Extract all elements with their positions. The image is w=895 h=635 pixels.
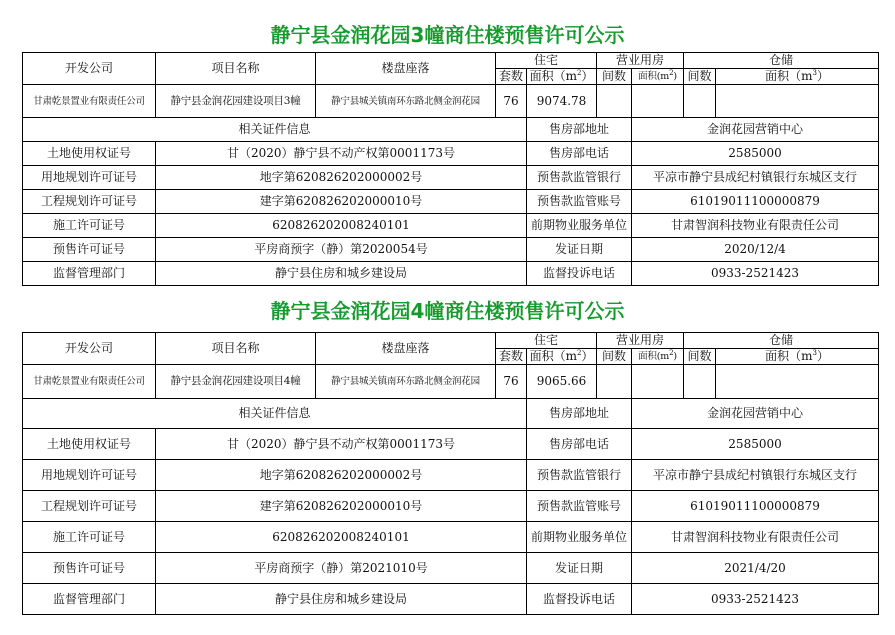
engineering-plan-value: 建字第620826202000010号 — [156, 190, 527, 214]
sales-office-value: 金润花园营销中心 — [632, 399, 879, 429]
header-area-m3: 面积$(m^3)$ — [716, 69, 879, 85]
developer-value: 甘肃乾景置业有限责任公司 — [23, 365, 156, 399]
sales-phone-value: 2585000 — [632, 142, 879, 166]
header-unit-count: 间数 — [684, 69, 716, 85]
issue-date-value: 2020/12/4 — [632, 238, 879, 262]
header-residential: 住宅 — [496, 53, 597, 69]
permit-table — [22, 52, 879, 286]
header-residential: 住宅 — [496, 333, 597, 349]
header-area-m3: 面积$(m^3)$ — [716, 349, 879, 365]
section-title: 静宁县金润花园3幢商住楼预售许可公示 — [270, 23, 625, 47]
sales-phone-label: 售房部电话 — [527, 429, 632, 460]
header-area-m2-commercial: 面积$(m^2)$ — [632, 69, 684, 85]
complaint-phone-label: 监督投诉电话 — [527, 584, 632, 615]
sales-office-label: 售房部地址 — [527, 118, 632, 142]
presale-permit-value: 平房商预字（静）第2020054号 — [156, 238, 527, 262]
land-plan-label: 用地规划许可证号 — [23, 166, 156, 190]
supervision-account-label: 预售款监管账号 — [527, 491, 632, 522]
supervision-account-label: 预售款监管账号 — [527, 190, 632, 214]
storage-count-value — [684, 85, 716, 118]
header-unit-count: 间数 — [597, 69, 632, 85]
land-use-label: 土地使用权证号 — [23, 429, 156, 460]
construction-permit-value: 620826202008240101 — [156, 214, 527, 238]
commercial-count-value — [597, 365, 632, 399]
property-service-value: 甘肃智润科技物业有限责任公司 — [632, 522, 879, 553]
residential-units-value: 76 — [496, 85, 527, 118]
header-location: 楼盘座落 — [316, 333, 496, 365]
construction-permit-label: 施工许可证号 — [23, 522, 156, 553]
header-area-m2: 面积$(m^2)$ — [527, 349, 597, 365]
supervision-account-value: 61019011100000879 — [632, 190, 879, 214]
supervision-bank-value: 平凉市静宁县成纪村镇银行东城区支行 — [632, 460, 879, 491]
property-service-label: 前期物业服务单位 — [527, 214, 632, 238]
residential-units-value: 76 — [496, 365, 527, 399]
developer-value: 甘肃乾景置业有限责任公司 — [23, 85, 156, 118]
supervision-bank-value: 平凉市静宁县成纪村镇银行东城区支行 — [632, 166, 879, 190]
location-value: 静宁县城关镇南环东路北侧金润花园 — [316, 365, 496, 399]
section-title: 静宁县金润花园4幢商住楼预售许可公示 — [270, 299, 625, 323]
header-units: 套数 — [496, 349, 527, 365]
land-plan-value: 地字第620826202000002号 — [156, 460, 527, 491]
complaint-phone-value: 0933-2521423 — [632, 584, 879, 615]
presale-permit-label: 预售许可证号 — [23, 553, 156, 584]
property-service-label: 前期物业服务单位 — [527, 522, 632, 553]
residential-area-value: 9065.66 — [527, 365, 597, 399]
supervision-bank-label: 预售款监管银行 — [527, 460, 632, 491]
engineering-plan-label: 工程规划许可证号 — [23, 491, 156, 522]
related-certificates-header: 相关证件信息 — [23, 118, 527, 142]
header-unit-count: 间数 — [684, 349, 716, 365]
header-project: 项目名称 — [156, 333, 316, 365]
permit-table — [22, 332, 879, 615]
header-developer: 开发公司 — [23, 333, 156, 365]
issue-date-value: 2021/4/20 — [632, 553, 879, 584]
header-unit-count: 间数 — [597, 349, 632, 365]
supervision-bank-label: 预售款监管银行 — [527, 166, 632, 190]
commercial-area-value — [632, 85, 684, 118]
commercial-count-value — [597, 85, 632, 118]
complaint-phone-label: 监督投诉电话 — [527, 262, 632, 286]
land-use-value: 甘（2020）静宁县不动产权第0001173号 — [156, 429, 527, 460]
related-certificates-header: 相关证件信息 — [23, 399, 527, 429]
header-location: 楼盘座落 — [316, 53, 496, 85]
sales-phone-value: 2585000 — [632, 429, 879, 460]
engineering-plan-label: 工程规划许可证号 — [23, 190, 156, 214]
location-value: 静宁县城关镇南环东路北侧金润花园 — [316, 85, 496, 118]
residential-area-value: 9074.78 — [527, 85, 597, 118]
land-use-label: 土地使用权证号 — [23, 142, 156, 166]
supervision-dept-label: 监督管理部门 — [23, 584, 156, 615]
project-value: 静宁县金润花园建设项目4幢 — [156, 365, 316, 399]
land-use-value: 甘（2020）静宁县不动产权第0001173号 — [156, 142, 527, 166]
sales-phone-label: 售房部电话 — [527, 142, 632, 166]
engineering-plan-value: 建字第620826202000010号 — [156, 491, 527, 522]
supervision-dept-label: 监督管理部门 — [23, 262, 156, 286]
header-commercial: 营业用房 — [597, 333, 684, 349]
presale-permit-value: 平房商预字（静）第2021010号 — [156, 553, 527, 584]
header-area-m2: 面积$(m^2)$ — [527, 69, 597, 85]
supervision-dept-value: 静宁县住房和城乡建设局 — [156, 262, 527, 286]
header-commercial: 营业用房 — [597, 53, 684, 69]
storage-count-value — [684, 365, 716, 399]
land-plan-value: 地字第620826202000002号 — [156, 166, 527, 190]
header-units: 套数 — [496, 69, 527, 85]
presale-permit-label: 预售许可证号 — [23, 238, 156, 262]
header-storage: 仓储 — [684, 53, 879, 69]
storage-area-value — [716, 365, 879, 399]
issue-date-label: 发证日期 — [527, 553, 632, 584]
project-value: 静宁县金润花园建设项目3幢 — [156, 85, 316, 118]
supervision-dept-value: 静宁县住房和城乡建设局 — [156, 584, 527, 615]
sales-office-label: 售房部地址 — [527, 399, 632, 429]
property-service-value: 甘肃智润科技物业有限责任公司 — [632, 214, 879, 238]
land-plan-label: 用地规划许可证号 — [23, 460, 156, 491]
construction-permit-value: 620826202008240101 — [156, 522, 527, 553]
issue-date-label: 发证日期 — [527, 238, 632, 262]
header-project: 项目名称 — [156, 53, 316, 85]
header-developer: 开发公司 — [23, 53, 156, 85]
storage-area-value — [716, 85, 879, 118]
header-storage: 仓储 — [684, 333, 879, 349]
supervision-account-value: 61019011100000879 — [632, 491, 879, 522]
header-area-m2-commercial: 面积$(m^2)$ — [632, 349, 684, 365]
sales-office-value: 金润花园营销中心 — [632, 118, 879, 142]
commercial-area-value — [632, 365, 684, 399]
complaint-phone-value: 0933-2521423 — [632, 262, 879, 286]
construction-permit-label: 施工许可证号 — [23, 214, 156, 238]
